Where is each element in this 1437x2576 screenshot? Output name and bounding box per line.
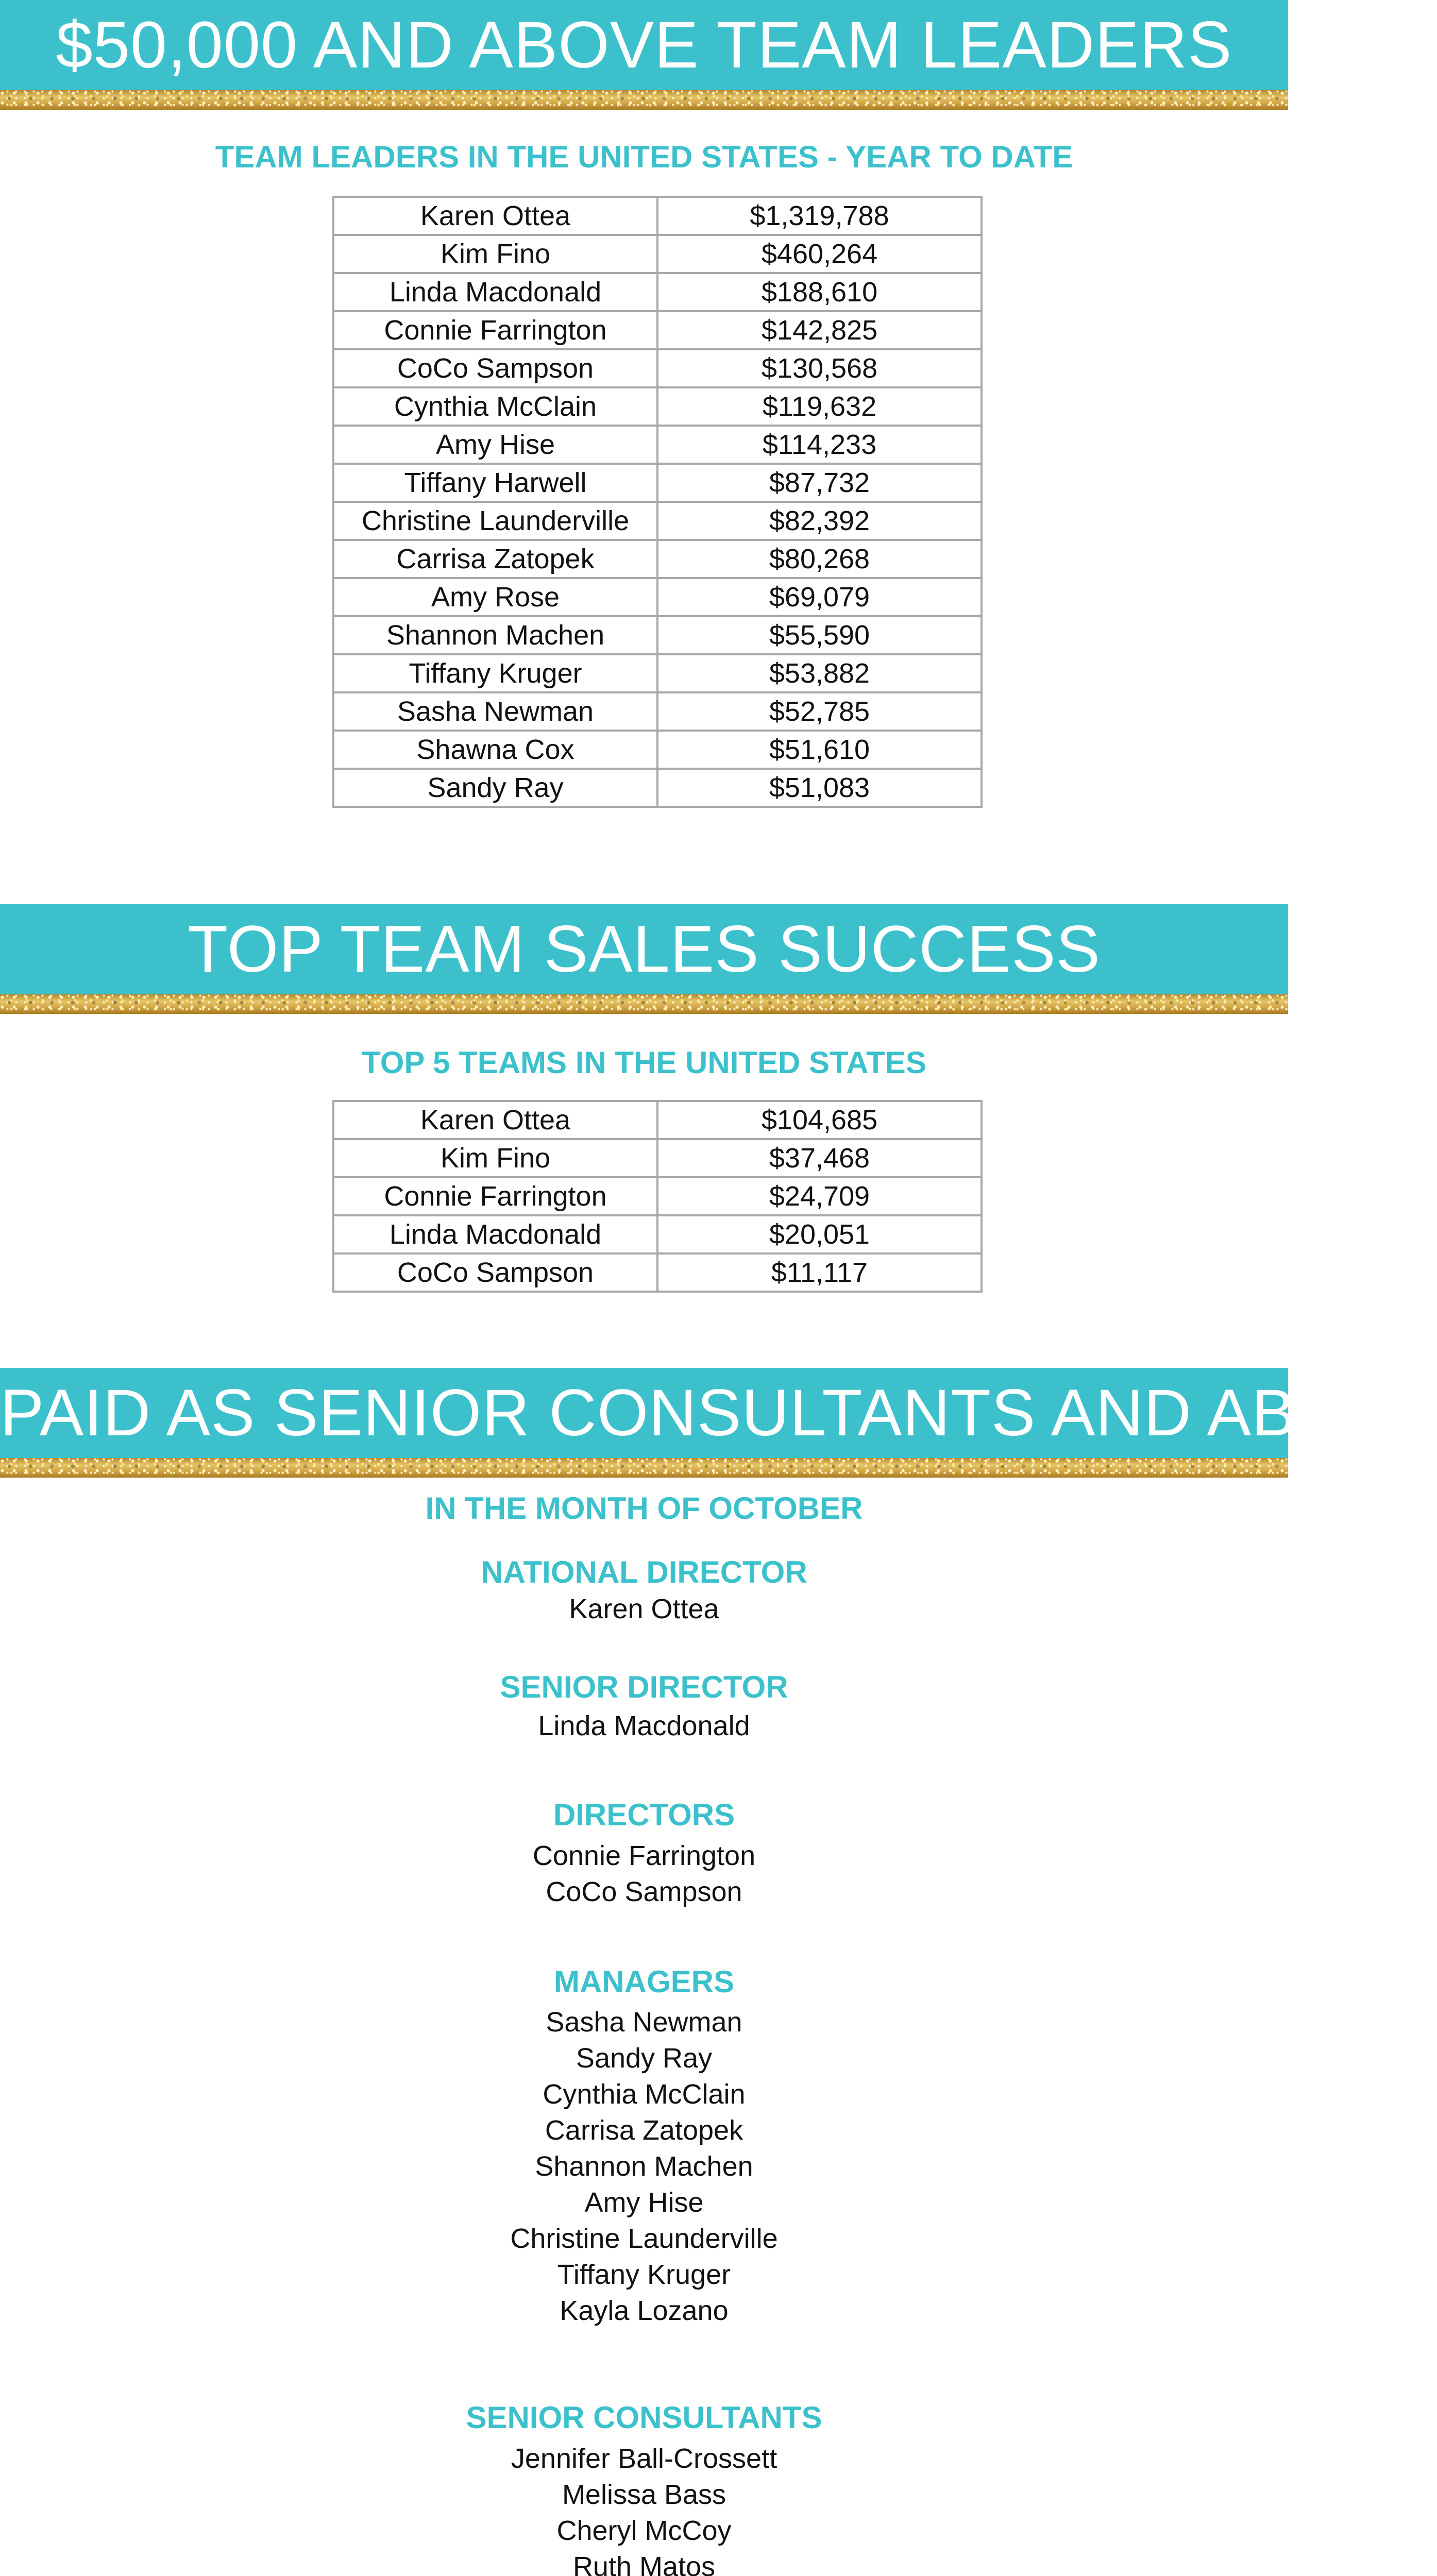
- paid-as-subtitle: IN THE MONTH OF OCTOBER: [425, 1491, 863, 1526]
- leader-name: Sandy Ray: [333, 769, 657, 807]
- sales-amount: $24,709: [657, 1177, 982, 1215]
- person-name: Sasha Newman: [546, 2007, 742, 2038]
- sales-amount: $114,233: [657, 426, 982, 464]
- person-name: Melissa Bass: [562, 2479, 726, 2510]
- top-team-row: [333, 1177, 982, 1215]
- directors-list: [0, 1838, 1288, 1910]
- sales-amount: $188,610: [657, 273, 982, 311]
- person-name: Linda Macdonald: [538, 1710, 750, 1741]
- top-teams-table: [332, 1100, 983, 1293]
- sales-amount: $37,468: [657, 1139, 982, 1177]
- sales-amount: $55,590: [657, 616, 982, 654]
- team-leader-row: [333, 426, 982, 464]
- leader-name: Karen Ottea: [333, 197, 657, 235]
- person-name: Ruth Matos: [572, 2551, 716, 2576]
- leader-name: CoCo Sampson: [333, 1253, 657, 1292]
- team-leader-row: [333, 616, 982, 654]
- leader-name: Shannon Machen: [333, 616, 657, 654]
- sales-amount: $130,568: [657, 349, 982, 387]
- team-leader-row: [333, 502, 982, 540]
- top-team-row: [333, 1253, 982, 1292]
- person-name: CoCo Sampson: [546, 1876, 742, 1907]
- directors-title: DIRECTORS: [553, 1798, 735, 1832]
- team-leaders-banner-title: $50,000 AND ABOVE TEAM LEADERS: [56, 8, 1232, 82]
- team-leader-row: [333, 197, 982, 235]
- leader-name: Kim Fino: [333, 1139, 657, 1177]
- national-director-list: [0, 1591, 1288, 1627]
- sales-amount: $51,083: [657, 769, 982, 807]
- senior-director-title: SENIOR DIRECTOR: [500, 1670, 788, 1704]
- sales-amount: $20,051: [657, 1215, 982, 1253]
- leader-name: Sasha Newman: [333, 692, 657, 731]
- leader-name: Carrisa Zatopek: [333, 540, 657, 578]
- glitter-divider: [0, 1458, 1288, 1478]
- senior-director-list: [0, 1708, 1288, 1744]
- leader-name: Karen Ottea: [333, 1101, 657, 1139]
- team-leaders-subtitle: TEAM LEADERS IN THE UNITED STATES - YEAR TO DATE: [215, 140, 1073, 174]
- sales-amount: $1,319,788: [657, 197, 982, 235]
- team-leaders-banner: [0, 0, 1288, 90]
- leader-name: Linda Macdonald: [333, 273, 657, 311]
- person-name: Jennifer Ball-Crossett: [511, 2443, 777, 2474]
- person-name: Tiffany Kruger: [557, 2259, 731, 2290]
- sales-amount: $460,264: [657, 235, 982, 273]
- person-name: Christine Launderville: [510, 2223, 778, 2254]
- person-name: Karen Ottea: [569, 1594, 719, 1624]
- sales-amount: $104,685: [657, 1101, 982, 1139]
- leader-name: Connie Farrington: [333, 311, 657, 349]
- leader-name: Connie Farrington: [333, 1177, 657, 1215]
- team-leader-row: [333, 692, 982, 731]
- team-leader-row: [333, 540, 982, 578]
- person-name: Kayla Lozano: [560, 2295, 729, 2326]
- senior-consultants-list: [0, 2441, 1288, 2576]
- senior-consultants-title: SENIOR CONSULTANTS: [466, 2400, 822, 2435]
- person-name: Carrisa Zatopek: [545, 2115, 743, 2146]
- top-team-row: [333, 1101, 982, 1139]
- team-leader-row: [333, 273, 982, 311]
- team-leader-row: [333, 464, 982, 502]
- sales-amount: $142,825: [657, 311, 982, 349]
- sales-amount: $51,610: [657, 731, 982, 769]
- national-director-title: NATIONAL DIRECTOR: [481, 1555, 807, 1589]
- top-team-row: [333, 1139, 982, 1177]
- sales-amount: $11,117: [657, 1253, 982, 1292]
- leader-name: Amy Hise: [333, 426, 657, 464]
- leader-name: Kim Fino: [333, 235, 657, 273]
- sales-amount: $87,732: [657, 464, 982, 502]
- managers-title: MANAGERS: [553, 1964, 734, 1999]
- glitter-divider: [0, 90, 1288, 110]
- sales-amount: $80,268: [657, 540, 982, 578]
- person-name: Cynthia McClain: [543, 2079, 746, 2110]
- person-name: Connie Farrington: [532, 1840, 756, 1871]
- person-name: Cheryl McCoy: [556, 2515, 732, 2546]
- person-name: Amy Hise: [584, 2187, 704, 2218]
- leader-name: Linda Macdonald: [333, 1215, 657, 1253]
- team-leader-row: [333, 311, 982, 349]
- team-leader-row: [333, 654, 982, 692]
- sales-amount: $82,392: [657, 502, 982, 540]
- top-team-sales-banner-title: TOP TEAM SALES SUCCESS: [188, 912, 1101, 986]
- top-team-sales-subtitle: TOP 5 TEAMS IN THE UNITED STATES: [362, 1045, 926, 1080]
- sales-amount: $53,882: [657, 654, 982, 692]
- team-leader-row: [333, 349, 982, 387]
- sales-amount: $52,785: [657, 692, 982, 731]
- glitter-divider: [0, 994, 1288, 1014]
- sales-amount: $69,079: [657, 578, 982, 616]
- team-leader-row: [333, 769, 982, 807]
- person-name: Sandy Ray: [576, 2043, 713, 2074]
- leader-name: Tiffany Harwell: [333, 464, 657, 502]
- sales-amount: $119,632: [657, 387, 982, 426]
- leader-name: CoCo Sampson: [333, 349, 657, 387]
- leader-name: Christine Launderville: [333, 502, 657, 540]
- leader-name: Shawna Cox: [333, 731, 657, 769]
- top-team-row: [333, 1215, 982, 1253]
- paid-as-banner: [0, 1368, 1437, 1458]
- managers-list: [0, 2004, 1288, 2329]
- person-name: Shannon Machen: [535, 2151, 753, 2182]
- leader-name: Tiffany Kruger: [333, 654, 657, 692]
- paid-as-banner-title: PAID AS SENIOR CONSULTANTS AND ABOVE: [0, 1376, 1437, 1450]
- leader-name: Cynthia McClain: [333, 387, 657, 426]
- team-leader-row: [333, 731, 982, 769]
- top-team-sales-banner: [0, 904, 1288, 994]
- team-leaders-table: [332, 196, 983, 808]
- team-leader-row: [333, 578, 982, 616]
- team-leader-row: [333, 387, 982, 426]
- team-leader-row: [333, 235, 982, 273]
- leader-name: Amy Rose: [333, 578, 657, 616]
